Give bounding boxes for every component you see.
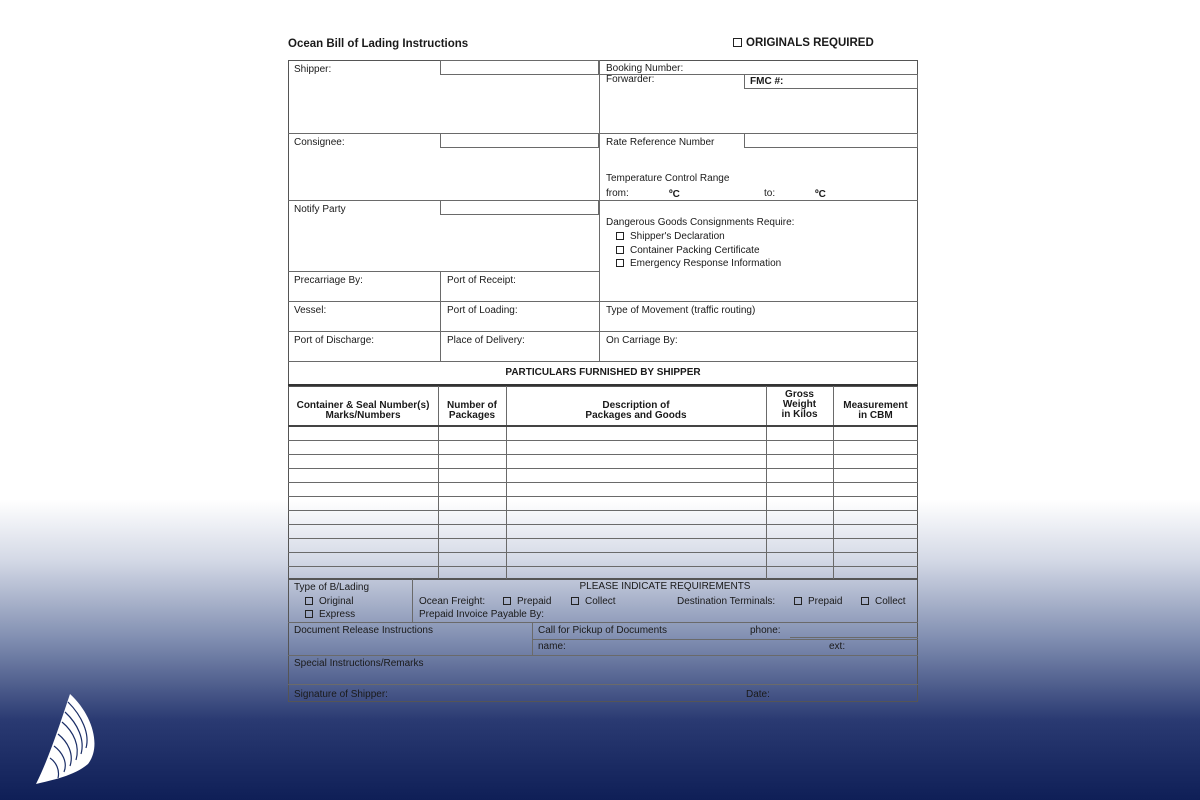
col-container-header-2: Marks/Numbers xyxy=(325,410,401,421)
col-weight-header-2: Weight xyxy=(782,399,817,410)
document-release-label: Document Release Instructions xyxy=(294,625,433,636)
express-label: Express xyxy=(319,609,356,620)
type-of-bl-label: Type of B/Lading xyxy=(294,582,370,593)
consignee-input[interactable] xyxy=(440,133,599,148)
dangerous-goods-label: Dangerous Goods Consignments Require: xyxy=(606,217,795,228)
table-row[interactable] xyxy=(288,552,918,553)
special-instructions-label: Special Instructions/Remarks xyxy=(294,658,424,669)
port-of-receipt-label: Port of Receipt: xyxy=(447,275,516,286)
ocean-freight-label: Ocean Freight: xyxy=(419,596,486,607)
form-title: Ocean Bill of Lading Instructions xyxy=(288,38,469,50)
emergency-response-checkbox[interactable] xyxy=(616,259,624,267)
divider xyxy=(440,271,441,361)
please-indicate-title: PLEASE INDICATE REQUIREMENTS xyxy=(579,581,751,592)
booking-number-label: Booking Number: xyxy=(606,63,684,74)
original-checkbox[interactable] xyxy=(305,597,313,605)
forwarder-label: Forwarder: xyxy=(606,74,655,85)
date-label: Date: xyxy=(746,689,770,700)
table-row[interactable] xyxy=(288,468,918,469)
table-row[interactable] xyxy=(288,524,918,525)
table-row[interactable] xyxy=(288,538,918,539)
shipper-input[interactable] xyxy=(440,60,599,75)
ocean-collect-checkbox[interactable] xyxy=(571,597,579,605)
originals-required-checkbox[interactable] xyxy=(733,38,742,47)
call-pickup-label: Call for Pickup of Documents xyxy=(538,625,667,636)
phone-label: phone: xyxy=(750,625,781,636)
ocean-collect-label: Collect xyxy=(585,596,616,607)
name-label: name: xyxy=(538,641,566,652)
col-description-header: Description of xyxy=(602,400,670,411)
port-of-discharge-label: Port of Discharge: xyxy=(294,335,375,346)
port-of-loading-label: Port of Loading: xyxy=(447,305,518,316)
shippers-declaration-label: Shipper's Declaration xyxy=(630,231,725,242)
table-row[interactable] xyxy=(288,566,918,567)
table-row[interactable] xyxy=(288,440,918,441)
ext-label: ext: xyxy=(829,641,846,652)
temperature-range-label: Temperature Control Range xyxy=(606,173,730,184)
vessel-label: Vessel: xyxy=(294,305,327,316)
consignee-label: Consignee: xyxy=(294,137,345,148)
col-measurement-header: Measurement xyxy=(843,400,908,411)
col-description-header-2: Packages and Goods xyxy=(585,410,687,421)
divider xyxy=(288,301,918,302)
dest-prepaid-checkbox[interactable] xyxy=(794,597,802,605)
divider xyxy=(288,425,918,427)
ocean-prepaid-label: Prepaid xyxy=(517,596,552,607)
fmc-label: FMC #: xyxy=(750,76,784,87)
phone-input[interactable] xyxy=(790,637,918,638)
divider xyxy=(288,684,918,685)
col-packages-header-2: Packages xyxy=(448,410,496,421)
upper-section xyxy=(288,60,918,386)
particulars-title: PARTICULARS FURNISHED BY SHIPPER xyxy=(505,367,701,378)
original-label: Original xyxy=(319,596,354,607)
divider xyxy=(532,639,918,640)
ocean-prepaid-checkbox[interactable] xyxy=(503,597,511,605)
table-row[interactable] xyxy=(288,454,918,455)
precarriage-label: Precarriage By: xyxy=(294,275,363,286)
emergency-response-label: Emergency Response Information xyxy=(630,258,782,269)
rate-reference-input[interactable] xyxy=(744,133,918,148)
divider xyxy=(599,60,600,302)
type-of-movement-label: Type of Movement (traffic routing) xyxy=(606,305,756,316)
divider xyxy=(288,331,918,332)
temp-to-unit: ºC xyxy=(815,189,826,200)
dest-collect-checkbox[interactable] xyxy=(861,597,869,605)
shipper-label: Shipper: xyxy=(294,64,332,75)
signature-label: Signature of Shipper: xyxy=(294,689,388,700)
dest-prepaid-label: Prepaid xyxy=(808,596,843,607)
rate-reference-label: Rate Reference Number xyxy=(606,137,715,148)
sail-logo-icon xyxy=(30,690,100,786)
table-row[interactable] xyxy=(288,510,918,511)
col-container-header: Container & Seal Number(s) xyxy=(296,400,430,411)
table-row[interactable] xyxy=(288,482,918,483)
notify-party-label: Notify Party xyxy=(294,204,346,215)
express-checkbox[interactable] xyxy=(305,610,313,618)
divider xyxy=(288,622,918,623)
temp-to-label: to: xyxy=(764,188,776,199)
table-row[interactable] xyxy=(288,496,918,497)
divider xyxy=(288,361,918,362)
divider xyxy=(288,271,599,272)
shippers-declaration-checkbox[interactable] xyxy=(616,232,624,240)
notify-party-input[interactable] xyxy=(440,200,599,215)
temp-from-label: from: xyxy=(606,188,629,199)
originals-required-label: ORIGINALS REQUIRED xyxy=(746,37,874,49)
col-weight-header-3: in Kilos xyxy=(781,409,818,420)
place-of-delivery-label: Place of Delivery: xyxy=(447,335,525,346)
container-packing-checkbox[interactable] xyxy=(616,246,624,254)
dest-collect-label: Collect xyxy=(875,596,906,607)
col-measurement-header-2: in CBM xyxy=(858,410,893,421)
col-packages-header: Number of xyxy=(447,400,497,411)
col-weight-header: Gross xyxy=(785,389,814,400)
divider xyxy=(288,655,918,656)
destination-terminals-label: Destination Terminals: xyxy=(677,596,776,607)
temp-from-unit: ºC xyxy=(669,189,680,200)
on-carriage-label: On Carriage By: xyxy=(606,335,678,346)
container-packing-label: Container Packing Certificate xyxy=(630,245,760,256)
prepaid-invoice-label: Prepaid Invoice Payable By: xyxy=(419,609,545,620)
